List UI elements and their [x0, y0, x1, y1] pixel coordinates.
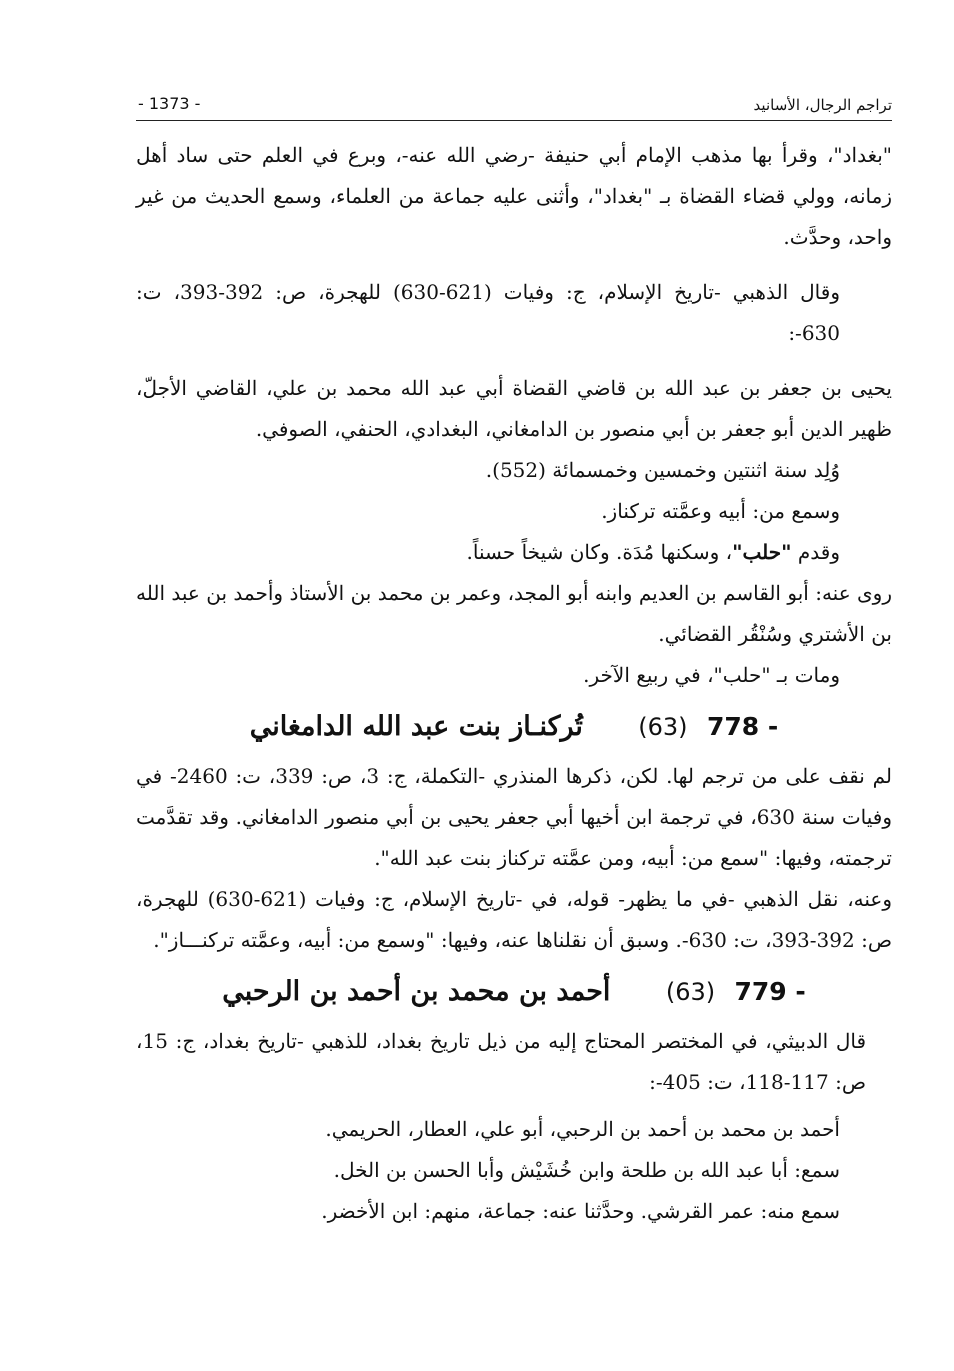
- paragraph-mundhiri: لم نقف على من ترجم لها. لكن، ذكرها المنذري -التكملة، ج: 3، ص: 339، ت: 2460- في وفيات سنة 630، في ترجمة ابن أخيها أبي جعفر يحيى بن أبي منصور الدامغاني. وقد تقدَّمت ترجمته، وفيها: "سمع من: أبيه، ومن عمَّته تركناز بنت عبد الله".: [136, 764, 892, 870]
- paragraph-students: سمع منه: عمر القرشي. وحدَّثنا عنه: جماعة، منهم: ابن الأخضر.: [321, 1199, 840, 1223]
- entry-heading-779: [136, 971, 892, 1013]
- entry-779-body: [136, 1021, 892, 1232]
- entry-name: أحمد بن محمد بن أحمد بن الرحبي: [222, 976, 611, 1007]
- paragraph-heard: سمع: أبا عبد الله بن طلحة وابن خُشَيْش وأبا الحسن بن الخل.: [333, 1158, 840, 1182]
- page-body: [136, 135, 892, 696]
- running-title: تراجم الرجال، الأسانيد: [753, 96, 892, 114]
- entry-source-number: (63): [638, 713, 688, 741]
- paragraph-ahmad-name: أحمد بن محمد بن أحمد بن الرحبي، أبو علي، العطار، الحريمي.: [325, 1117, 840, 1141]
- entry-778-body: [136, 756, 892, 961]
- entry-name: تُركنـاز بنت عبد الله الدامغاني: [249, 711, 583, 742]
- entry-source-number: (63): [665, 978, 716, 1006]
- paragraph-heard-from: وسمع من: أبيه وعمَّته تركناز.: [601, 499, 840, 523]
- paragraph-death: ومات بـ "حلب"، في ربيع الآخر.: [583, 663, 840, 687]
- entry-heading-778: [136, 706, 892, 748]
- paragraph-dubaythi: قال الدبيثي، في المختصر المحتاج إليه من ذيل تاريخ بغداد، للذهبي -تاريخ بغداد، ج: 15، ص: 117-118، ت: 405-:: [136, 1029, 866, 1094]
- paragraph-yahya-name: يحيى بن جعفر بن عبد الله بن قاضي القضاة أبي عبد الله محمد بن علي، القاضي الأجلّ، ظهير الدين أبو جعفر بن أبي منصور بن الدامغاني، البغدادي، الحنفي، الصوفي.: [136, 376, 892, 441]
- paragraph-dhahabi-transmission: وعنه، نقل الذهبي -في ما يظهر- قوله، في -تاريخ الإسلام، ج: وفيات (621-630) للهجرة، ص: 392-393، ت: 630-. وسبق أن نقلناها عنه، وفيها: "وسمع من: أبيه، وعمَّته تركنـــاز".: [136, 887, 892, 952]
- paragraph-dhahabi-quote: وقال الذهبي -تاريخ الإسلام، ج: وفيات (621-630) للهجرة، ص: 392-393، ت: 630-:: [136, 280, 840, 345]
- page-number: - 1373 -: [138, 94, 201, 113]
- entry-number: 778 -: [706, 712, 779, 741]
- paragraph-continuation: "بغداد"، وقرأ بها مذهب الإمام أبي حنيفة -رضي الله عنه-، وبرع في العلم حتى ساد أهل زمانه، وولي قضاء القضاة بـ "بغداد"، وأثنى عليه جماعة من العلماء، وسمع الحديث من غير واحد، وحدَّث.: [136, 143, 892, 249]
- paragraph-narrators: روى عنه: أبو القاسم بن العديم وابنه أبو المجد، وعمر بن محمد بن الأستاذ وأحمد بن عبد الله بن الأشتري وسُنْقُر القضائي.: [136, 581, 892, 646]
- paragraph-birth: وُلِد سنة اثنتين وخمسين وخمسمائة (552).: [485, 458, 840, 482]
- entry-number: 779 -: [734, 977, 806, 1006]
- page-header: [136, 92, 892, 121]
- aleppo-bold: "حلب": [732, 540, 792, 564]
- paragraph-aleppo: وقدم "حلب"، وسكنها مُدَة. وكان شيخاً حسناً.: [466, 540, 840, 564]
